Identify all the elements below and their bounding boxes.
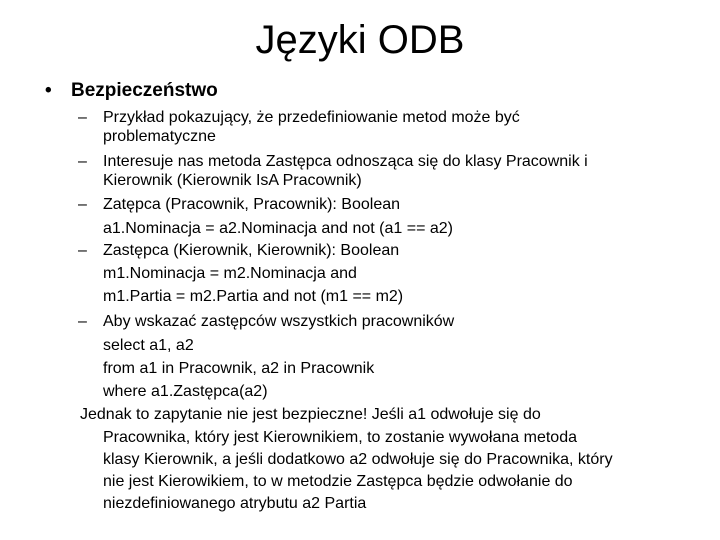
item-line: m1.Nominacja = m2.Nominacja and [103,265,357,282]
dash-icon: – [78,196,87,213]
item-line: select a1, a2 [103,337,194,354]
item-line: Zastępca (Kierownik, Kierownik): Boolean [103,242,400,259]
conclusion-line: nie jest Kierowikiem, to w metodzie Zastępca będzie odwołanie do [103,473,573,490]
bullet-heading [45,80,218,102]
dash-icon: – [78,153,87,170]
item-line: Przykład pokazujący, że przedefiniowanie metod może być [103,109,520,126]
item-line: from a1 in Pracownik, a2 in Pracownik [103,360,375,377]
item-line: where a1.Zastępca(a2) [103,383,268,400]
item-line: Zatępca (Pracownik, Pracownik): Boolean [103,196,401,213]
item-line: Kierownik (Kierownik IsA Pracownik) [103,172,362,189]
item-line: a1.Nominacja = a2.Nominacja and not (a1 == a2) [103,220,453,237]
dash-icon: – [78,109,87,126]
conclusion-line: Jednak to zapytanie nie jest bezpieczne! Jeśli a1 odwołuje się do [80,406,541,423]
dash-icon: – [78,242,87,259]
heading-text: Bezpieczeństwo [71,80,218,101]
dash-icon: – [78,313,87,330]
slide-title: Języki ODB [255,18,465,62]
bullet-icon: • [45,80,52,101]
item-line: Aby wskazać zastępców wszystkich pracowników [103,313,455,330]
item-line: m1.Partia = m2.Partia and not (m1 == m2) [103,288,404,305]
conclusion-line: Pracownika, który jest Kierownikiem, to zostanie wywołana metoda [103,429,577,446]
conclusion-line: niezdefiniowanego atrybutu a2 Partia [103,495,367,512]
item-line: Interesuje nas metoda Zastępca odnosząca się do klasy Pracownik i [103,153,588,170]
item-line: problematyczne [103,128,216,145]
conclusion-line: klasy Kierownik, a jeśli dodatkowo a2 odwołuje się do Pracownika, który [103,451,613,468]
